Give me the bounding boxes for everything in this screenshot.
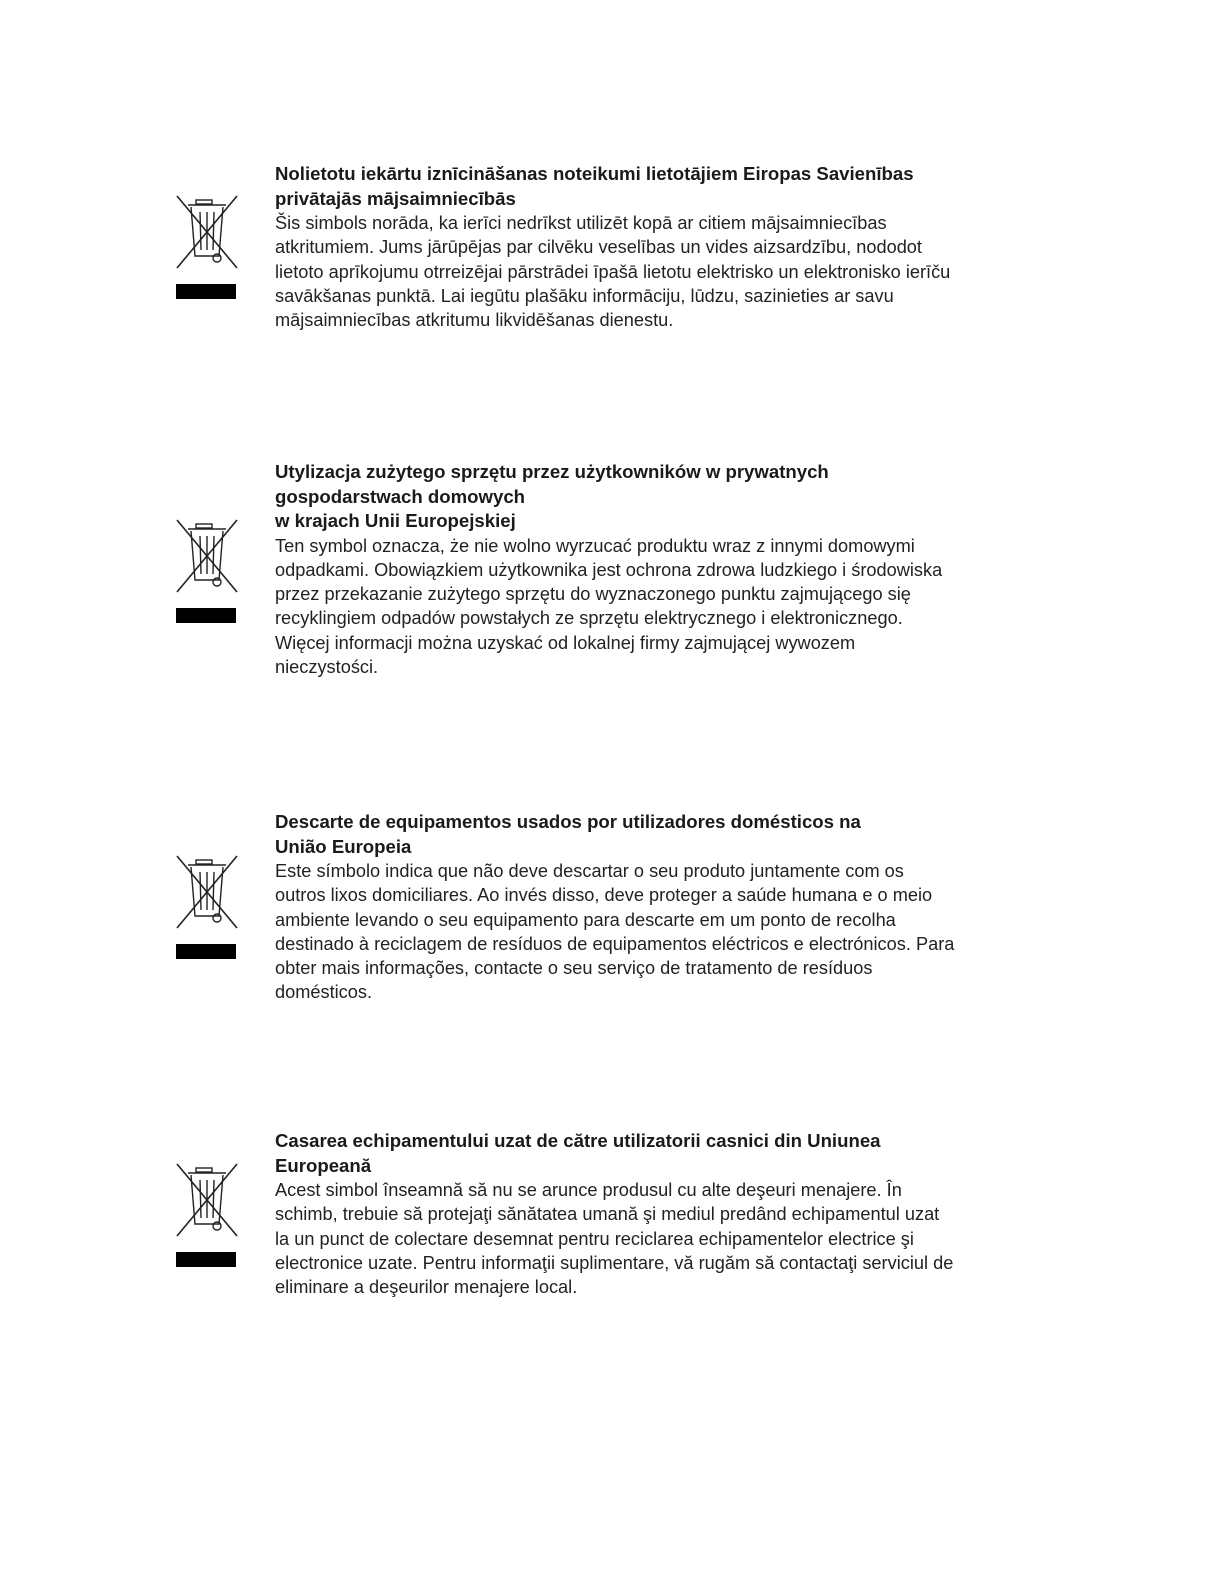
notice-text-block [275,460,955,679]
notice-heading: Nolietotu iekārtu iznīcināšanas noteikumi lietotājiem Eiropas Savienības privātajās mājsaimniecībās [275,163,914,209]
notice-heading: Descarte de equipamentos usados por utilizadores domésticos na União Europeia [275,811,861,857]
notice-body: Acest simbol înseamnă să nu se arunce produsul cu alte deşeuri menajere. În schimb, trebuie să protejaţi sănătatea umană şi mediul predând echipamentul uzat la un punct de colectare desemnat pentru reciclarea echipamentelor electrice şi electronice uzate. Pentru informaţii suplimentare, vă rugăm să contactaţi serviciul de eliminare a deşeurilor menajere local. [275,1180,954,1298]
weee-black-bar [176,608,236,623]
notice-heading: Utylizacja zużytego sprzętu przez użytkowników w prywatnych gospodarstwach domowych w krajach Unii Europejskiej [275,461,829,531]
crossed-bin-icon [176,1162,238,1238]
weee-crossed-bin-icon [176,518,238,623]
notice-heading: Casarea echipamentului uzat de către utilizatorii casnici din Uniunea Europeană [275,1130,881,1176]
notice-text-block [275,810,955,1005]
weee-black-bar [176,284,236,299]
notice-body: Este símbolo indica que não deve descartar o seu produto juntamente com os outros lixos domiciliares. Ao invés disso, deve proteger a saúde humana e o meio ambiente levando o seu equipamento para descarte em um ponto de recolha destinado à reciclagem de resíduos de equipamentos eléctricos e electrónicos. Para obter mais informações, contacte o seu serviço de tratamento de resíduos domésticos. [275,861,955,1003]
notice-text-block [275,1129,955,1299]
notice-text-block [275,162,955,332]
notice-body: Ten symbol oznacza, że nie wolno wyrzucać produktu wraz z innymi domowymi odpadkami. Obowiązkiem użytkownika jest ochrona zdrowa ludzkiego i środowiska przez przekazanie zużytego sprzętu do wyznaczonego punktu zajmującego się recyklingiem odpadów powstałych ze sprzętu elektrycznego i elektronicznego. Więcej informacji można uzyskać od lokalnej firmy zajmującej wywozem nieczystości. [275,535,943,677]
weee-crossed-bin-icon [176,194,238,299]
weee-crossed-bin-icon [176,854,238,959]
crossed-bin-icon [176,194,238,270]
weee-black-bar [176,944,236,959]
notice-body: Šis simbols norāda, ka ierīci nedrīkst utilizēt kopā ar citiem mājsaimniecības atkritumiem. Jums jārūpējas par cilvēku veselības un vides aizsardzību, nododot lietoto aprīkojumu otrreizējai pārstrādei īpašā lietotu elektrisko un elektronisko ierīču savākšanas punktā. Lai iegūtu plašāku informāciju, lūdzu, sazinieties ar savu mājsaimniecības atkritumu likvidēšanas dienestu. [275,213,951,331]
crossed-bin-icon [176,854,238,930]
crossed-bin-icon [176,518,238,594]
weee-crossed-bin-icon [176,1162,238,1267]
weee-black-bar [176,1252,236,1267]
